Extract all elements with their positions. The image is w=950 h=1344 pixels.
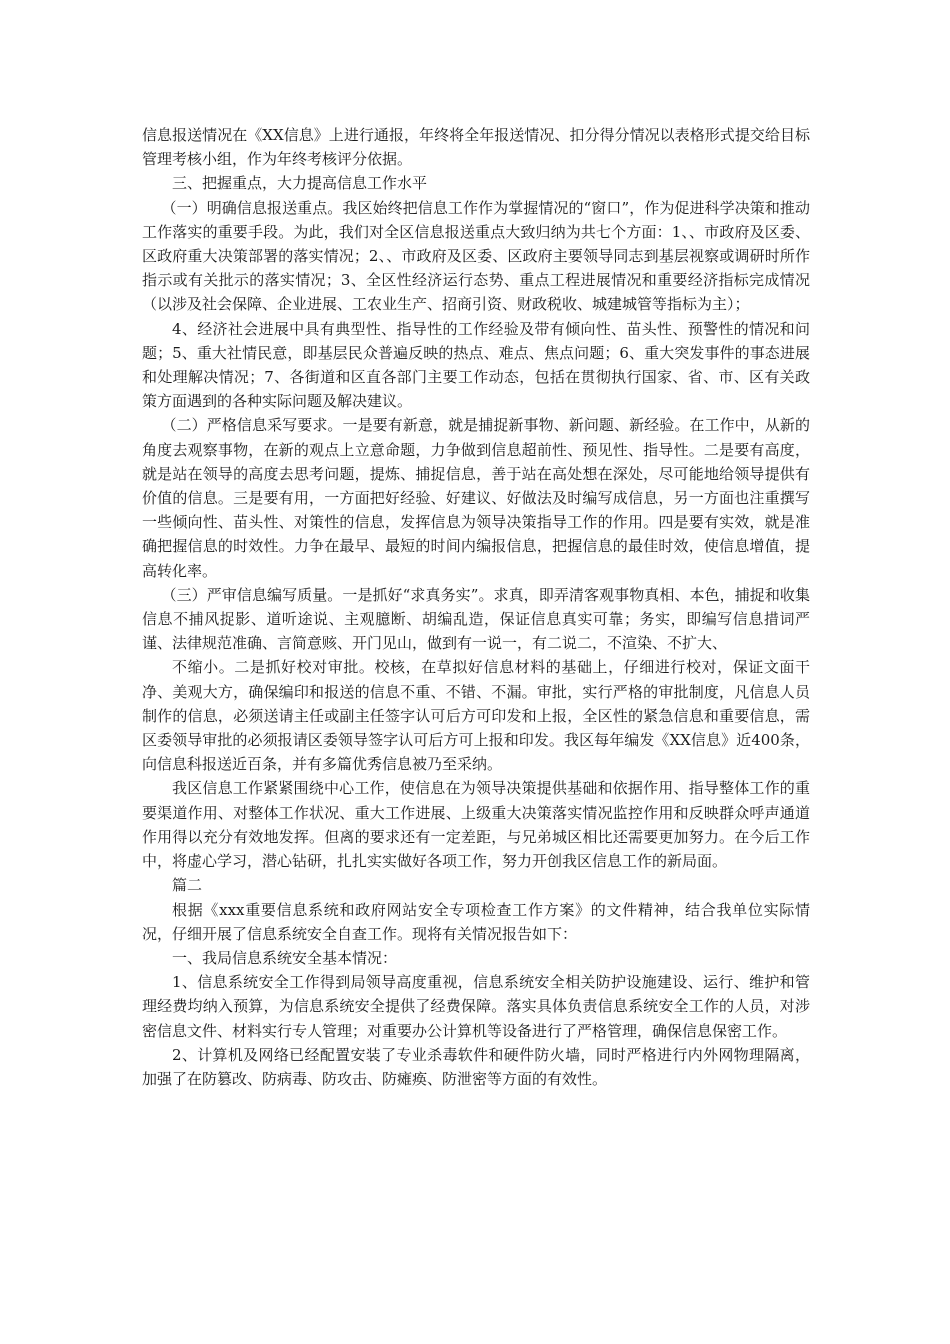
paragraph-report-focus-cont: 4、经济社会进展中具有典型性、指导性的工作经验及带有倾向性、苗头性、预警性的情况和问题；5、重大社情民意，即基层民众普遍反映的热点、难点、焦点问题；6、重大突发事件的事态进展和处理解决情况；7、各街道和区直各部门主要工作动态，包括在贯彻执行国家、省、市、区有关政策方面遇到的各种实际问题及解决建议。	[142, 319, 810, 411]
paragraph-intro: 根据《xxx重要信息系统和政府网站安全专项检查工作方案》的文件精神，结合我单位实际情况，仔细开展了信息系统安全自查工作。现将有关情况报告如下：	[142, 900, 810, 943]
section-heading-1: 一、我局信息系统安全基本情况：	[172, 948, 398, 967]
paragraph-quality-review-cont: 不缩小。二是抓好校对审批。校核，在草拟好信息材料的基础上，仔细进行校对，保证文面干净、美观大方，确保编印和报送的信息不重、不错、不漏。审批，实行严格的审批制度，凡信息人员制作的信息，必须送请主任或副主任签字认可后方可印发和上报，全区性的紧急信息和重要信息，需区委领导审批的必须报请区委领导签字认可后方可上报和印发。我区每年编发《XX信息》近400条，向信息科报送近百条，并有多篇优秀信息被乃至采纳。	[142, 658, 810, 774]
paragraph-quality-review: （三）严审信息编写质量。一是抓好“求真务实”。求真，即弄清客观事物真相、本色，捕捉和收集信息不捕风捉影、道听途说、主观臆断、胡编乱造，保证信息真实可靠；务实，即编写信息措词严谨、法律规范准确、言简意赅、开门见山，做到有一说一，有二说二，不渲染、不扩大、	[142, 585, 810, 653]
paragraph-summary: 我区信息工作紧紧围绕中心工作，使信息在为领导决策提供基础和依据作用、指导整体工作的重要渠道作用、对整体工作状况、重大工作进展、上级重大决策落实情况监控作用和反映群众呼声通道作用得以充分有效地发挥。但离的要求还有一定差距，与兄弟城区相比还需要更加努力。在今后工作中，将虚心学习，潜心钻研，扎扎实实做好各项工作，努力开创我区信息工作的新局面。	[142, 779, 810, 871]
paragraph-item-1: 1、信息系统安全工作得到局领导高度重视，信息系统安全相关防护设施建设、运行、维护和管理经费均纳入预算，为信息系统安全提供了经费保障。落实具体负责信息系统安全工作的人员，对涉密信息文件、材料实行专人管理；对重要办公计算机等设备进行了严格管理，确保信息保密工作。	[142, 973, 810, 1040]
section-heading-3: 三、把握重点，大力提高信息工作水平	[172, 174, 428, 193]
paragraph-writing-requirements: （二）严格信息采写要求。一是要有新意，就是捕捉新事物、新问题、新经验。在工作中，从新的角度去观察事物，在新的观点上立意命题，力争做到信息超前性、预见性、指导性。二是要有高度，就是站在领导的高度去思考问题，提炼、捕捉信息，善于站在高处想在深处，尽可能地给领导提供有价值的信息。三是要有用，一方面把好经验、好建议、好做法及时编写成信息，另一方面也注重撰写一些倾向性、苗头性、对策性的信息，发挥信息为领导决策指导工作的作用。四是要有实效，就是准确把握信息的时效性。力争在最早、最短的时间内编报信息，把握信息的最佳时效，使信息增值，提高转化率。	[142, 416, 810, 580]
paragraph-1: 信息报送情况在《XX信息》上进行通报，年终将全年报送情况、扣分得分情况以表格形式提交给目标管理考核小组，作为年终考核评分依据。	[142, 126, 810, 169]
chapter-heading-2: 篇二	[172, 876, 203, 895]
document-page	[142, 123, 810, 1091]
paragraph-item-2: 2、计算机及网络已经配置安装了专业杀毒软件和硬件防火墙，同时严格进行内外网物理隔离，加强了在防篡改、防病毒、防攻击、防瘫痪、防泄密等方面的有效性。	[142, 1045, 810, 1088]
paragraph-report-focus: （一）明确信息报送重点。我区始终把信息工作作为掌握情况的“窗口”，作为促进科学决策和推动工作落实的重要手段。为此，我们对全区信息报送重点大致归纳为共七个方面：1、、市政府及区委、区政府重大决策部署的落实情况；2、、市政府及区委、区政府主要领导同志到基层视察或调研时所作指示或有关批示的落实情况；3、全区性经济运行态势、重点工程进展情况和重要经济指标完成情况（以涉及社会保障、企业进展、工农业生产、招商引资、财政税收、城建城管等指标为主）；	[142, 198, 810, 314]
